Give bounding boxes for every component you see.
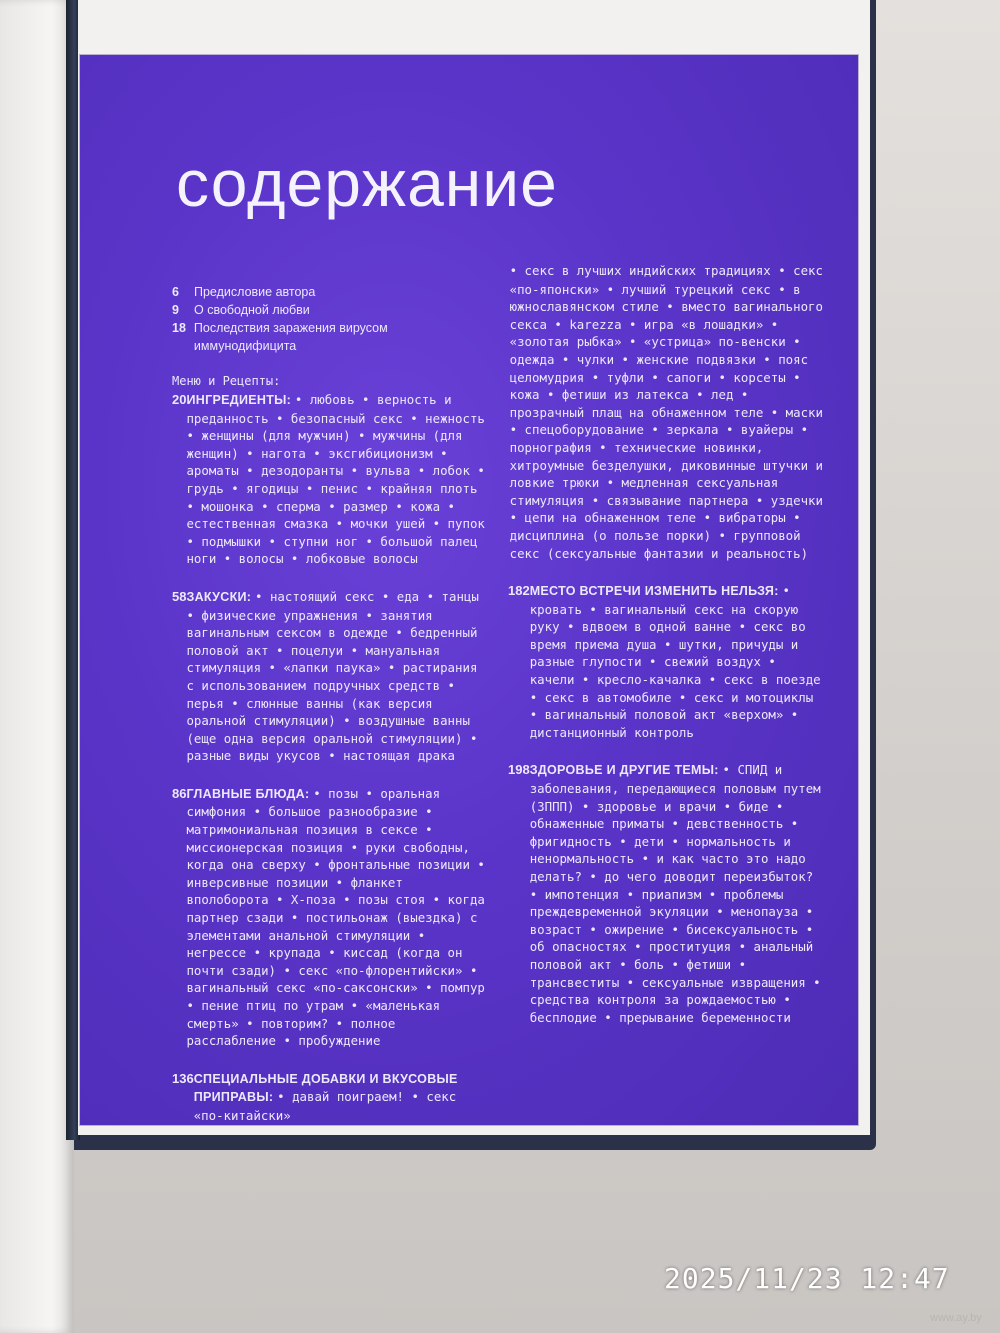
section-title: ИНГРЕДИЕНТЫ: [186, 393, 295, 407]
intro-item [172, 319, 492, 355]
intro-item [172, 301, 492, 319]
section-title: ЗАКУСКИ: [186, 589, 256, 604]
contents-left-column [172, 283, 492, 1145]
photo-timestamp: 2025/11/23 12:47 [664, 1262, 950, 1295]
menu-label: Меню и Рецепты: [172, 374, 281, 388]
section-special-additions [172, 1070, 492, 1125]
contents-right-column [508, 262, 828, 1046]
page-number: 86 [172, 785, 187, 801]
section-text: • настоящий секс • еда • танцы • физические упражнения • занятия вагинальным сексом в одежде • бедренный половой акт • поцелуи • мануальная стимуляция • «лапки паука» • растирания с использованием подручных средств • перья • слюнные ванны (как версия оральной стимуляции) • воздушные ванны (еще одна версия оральной стимуляции) • разные виды укусов • настоящая драка [186, 588, 479, 764]
page-number: 18 [172, 321, 186, 335]
page-number: 182 [508, 583, 530, 599]
intro-list [172, 283, 492, 355]
page-title: содержание [176, 146, 558, 220]
page-number: 9 [172, 303, 179, 317]
section-title: СПЕЦИАЛЬНЫЕ ДОБАВКИ И ВКУСОВЫЕ ПРИПРАВЫ: [193, 1071, 458, 1105]
page-number: 136 [172, 1070, 194, 1086]
intro-item [172, 283, 492, 301]
section-appetizers [172, 588, 492, 765]
section-text: • секс в лучших индийских традициях • секс «по-японски» • лучший турецкий секс • в южнославянском стиле • вместо вагинального секса • karezza • игра «в лошадки» • «золотая рыбка» • «устрица» по-венски • одежда • чулки • женские подвязки • пояс целомудрия • туфли • сапоги • корсеты • кожа • фетиши из латекса • лед • прозрачный плащ на обнаженном теле • маски • спецоборудование • зеркала • вуайеры • порнография • технические новинки, хитроумные безделушки, диковинные штучки и ловкие трюки • медленная сексуальная стимуляция • связывание партнера • уздечки • цепи на обнаженном теле • вибраторы • дисциплина (о пользе порки) • групповой секс (сексуальные фантазии и реальность) [509, 263, 823, 561]
section-title: ЗДОРОВЬЕ И ДРУГИЕ ТЕМЫ: [529, 763, 723, 778]
intro-text: Последствия заражения вирусом иммунодифицита [193, 321, 388, 353]
section-continued [508, 262, 828, 562]
section-ingredients [172, 391, 492, 568]
page-number: 58 [172, 588, 187, 604]
section-title: ГЛАВНЫЕ БЛЮДА: [186, 786, 314, 801]
left-page-edge [0, 0, 74, 1333]
section-text: • кровать • вагинальный секс на скорую руку • вдвоем в одной ванне • секс во время приема душа • шутки, причуды и разные глупости • свежий воздух • качели • кресло-качалка • секс в поезде • секс в автомобиле • секс и мотоциклы • вагинальный половой акт «верхом» • дистанционный контроль [529, 583, 821, 740]
section-title: МЕСТО ВСТРЕЧИ ИЗМЕНИТЬ НЕЛЬЗЯ: [529, 584, 783, 599]
section-text: • любовь • верность и преданность • безопасный секс • нежность • женщины (для мужчин) • мужчины (для женщин) • нагота • эксгибиционизм • ароматы • дезодоранты • вульва • лобок • грудь • ягодицы • пенис • крайняя плоть • мошонка • сперма • размер • кожа • естественная смазка • мочки ушей • пупок • подмышки • ступни ног • большой палец ноги • волосы • лобковые волосы [186, 392, 485, 567]
page-number: 20 [172, 392, 187, 407]
intro-text: О свободной любви [194, 303, 310, 317]
section-health [508, 761, 828, 1026]
intro-text: Предисловие автора [194, 285, 316, 299]
watermark: www.ay.by [930, 1312, 982, 1324]
section-meeting-place [508, 582, 828, 741]
section-text: • давай поиграем! • секс «по-китайски» [193, 1089, 457, 1123]
page-number: 198 [508, 762, 530, 778]
page-number: 6 [172, 285, 179, 299]
section-text: • позы • оральная симфония • большое разнообразие • матримониальная позиция в сексе • миссионерская позиция • руки свободны, когда она сверху • фронтальные позиции • инверсивные позиции • фланкет вполоборота • X-поза • позы стоя • когда партнер сзади • постильонаж (выездка) с элементами анальной стимуляции • негрессе • крупада • киссад (когда он почти сзади) • секс «по-флорентийски» • вагинальный секс «по-саксонски» • помпур • пение птиц по утрам • «маленькая смерть» • повторим? • полное расслабление • пробуждение [186, 785, 485, 1049]
section-text: • СПИД и заболевания, передающиеся половым путем (ЗППП) • здоровье и врачи • биде • обнаженные приматы • девственность • фригидность • дети • нормальность и ненормальность • и как часто это надо делать? • до чего доводит переизбыток? • импотенция • приапизм • проблемы преждевременной экуляции • менопауза • возраст • ожирение • бисексуальность • об опасностях • проституция • анальный половой акт • боль • фетиши • трансвеститы • сексуальные извращения • средства контроля за рождаемостью • бесплодие • прерывание беременности [529, 762, 821, 1025]
section-main-dishes [172, 785, 492, 1050]
